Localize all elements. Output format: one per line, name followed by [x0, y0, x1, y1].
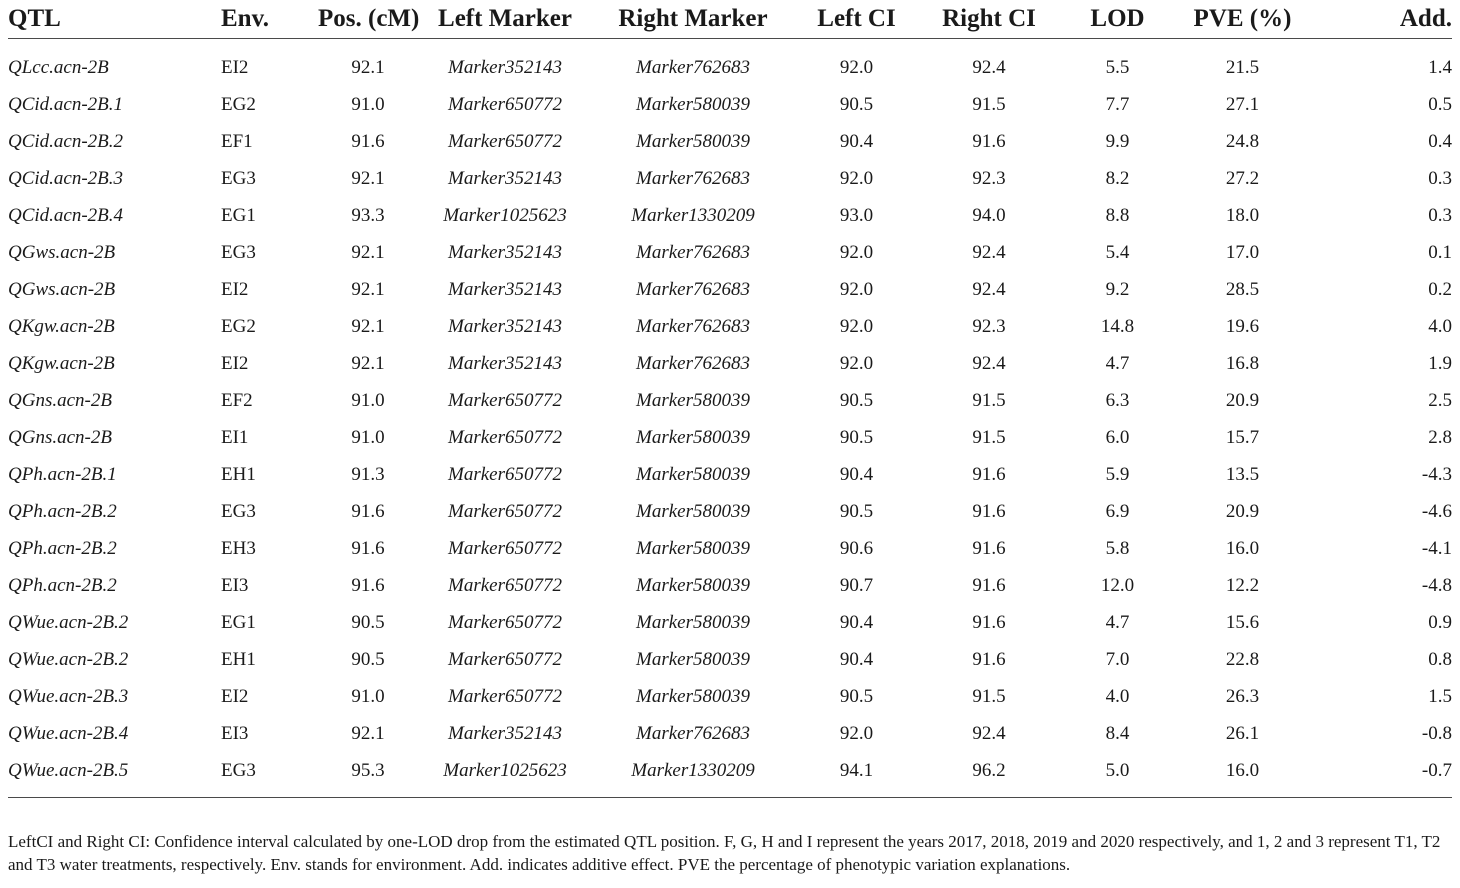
cell-right-marker: Marker762683 [636, 167, 750, 189]
cell-qtl: QGws.acn-2B [8, 278, 116, 300]
cell-right-ci: 92.4 [972, 722, 1006, 744]
cell-env: EI1 [221, 426, 249, 448]
cell-lod: 7.7 [1105, 93, 1130, 115]
cell-lod: 9.2 [1105, 278, 1130, 300]
cell-right-ci: 96.2 [972, 759, 1006, 781]
cell-left-marker: Marker352143 [448, 722, 562, 744]
table-row [8, 456, 1452, 493]
cell-pve: 16.0 [1225, 759, 1260, 781]
cell-left-marker: Marker1025623 [443, 759, 567, 781]
table-row [8, 271, 1452, 308]
cell-left-marker: Marker650772 [448, 93, 562, 115]
cell-lod: 14.8 [1100, 315, 1135, 337]
cell-add: 1.4 [1428, 56, 1452, 78]
cell-pos: 91.3 [351, 463, 385, 485]
cell-left-ci: 92.0 [839, 241, 874, 263]
cell-pve: 28.5 [1225, 278, 1260, 300]
cell-left-ci: 90.4 [839, 463, 874, 485]
table-row [8, 234, 1452, 271]
cell-pve: 19.6 [1225, 315, 1260, 337]
cell-right-marker: Marker1330209 [631, 759, 755, 781]
cell-right-ci: 91.6 [972, 500, 1006, 522]
cell-pos: 92.1 [351, 167, 385, 189]
cell-left-ci: 90.4 [839, 611, 874, 633]
cell-left-ci: 92.0 [839, 167, 874, 189]
cell-pos: 91.6 [351, 574, 385, 596]
header-lod: LOD [1090, 5, 1145, 32]
cell-right-ci: 91.6 [972, 130, 1006, 152]
cell-right-marker: Marker580039 [636, 93, 750, 115]
cell-qtl: QWue.acn-2B.2 [8, 648, 129, 670]
cell-add: 0.8 [1428, 648, 1452, 670]
cell-lod: 5.0 [1105, 759, 1130, 781]
cell-qtl: QCid.acn-2B.3 [8, 167, 124, 189]
cell-add: 0.1 [1428, 241, 1452, 263]
table-row [8, 39, 1452, 87]
cell-qtl: QWue.acn-2B.4 [8, 722, 129, 744]
header-left-ci: Left CI [817, 5, 896, 32]
cell-lod: 9.9 [1105, 130, 1130, 152]
cell-left-marker: Marker650772 [448, 537, 562, 559]
cell-qtl: QPh.acn-2B.2 [8, 500, 117, 522]
cell-add: -0.8 [1421, 722, 1452, 744]
cell-add: -4.6 [1421, 500, 1452, 522]
cell-add: -4.3 [1421, 463, 1452, 485]
header-qtl: QTL [8, 5, 61, 32]
cell-right-ci: 91.6 [972, 611, 1006, 633]
cell-lod: 8.4 [1105, 722, 1130, 744]
cell-left-ci: 92.0 [839, 278, 874, 300]
table-row [8, 752, 1452, 798]
cell-right-marker: Marker580039 [636, 463, 750, 485]
cell-left-marker: Marker650772 [448, 389, 562, 411]
cell-right-ci: 91.5 [972, 93, 1006, 115]
cell-env: EI2 [221, 352, 249, 374]
cell-right-marker: Marker580039 [636, 130, 750, 152]
header-row [8, 0, 1452, 39]
cell-pve: 21.5 [1225, 56, 1260, 78]
cell-pos: 91.6 [351, 537, 385, 559]
cell-qtl: QWue.acn-2B.5 [8, 759, 129, 781]
cell-lod: 4.7 [1105, 611, 1130, 633]
cell-add: 1.5 [1428, 685, 1452, 707]
cell-left-ci: 90.7 [839, 574, 874, 596]
table-row [8, 160, 1452, 197]
cell-pos: 91.0 [351, 685, 385, 707]
cell-env: EI3 [221, 574, 249, 596]
cell-pos: 91.0 [351, 93, 385, 115]
cell-right-ci: 91.6 [972, 574, 1006, 596]
cell-right-marker: Marker762683 [636, 315, 750, 337]
cell-right-marker: Marker762683 [636, 241, 750, 263]
cell-right-marker: Marker580039 [636, 426, 750, 448]
cell-env: EG1 [221, 204, 256, 226]
cell-left-ci: 90.5 [839, 389, 874, 411]
cell-add: 0.9 [1428, 611, 1452, 633]
cell-right-marker: Marker580039 [636, 537, 750, 559]
table-row [8, 86, 1452, 123]
cell-env: EG2 [221, 93, 256, 115]
cell-pos: 91.0 [351, 426, 385, 448]
cell-left-ci: 90.5 [839, 93, 874, 115]
cell-lod: 5.8 [1105, 537, 1130, 559]
cell-right-marker: Marker762683 [636, 56, 750, 78]
cell-lod: 6.0 [1105, 426, 1130, 448]
cell-qtl: QGns.acn-2B [8, 426, 112, 448]
cell-right-marker: Marker580039 [636, 611, 750, 633]
cell-lod: 5.4 [1105, 241, 1130, 263]
table-row [8, 308, 1452, 345]
cell-left-marker: Marker650772 [448, 574, 562, 596]
cell-pos: 95.3 [351, 759, 385, 781]
cell-env: EG3 [221, 759, 256, 781]
table-body [8, 39, 1452, 798]
cell-right-ci: 92.4 [972, 241, 1006, 263]
cell-pos: 91.6 [351, 130, 385, 152]
cell-lod: 8.8 [1105, 204, 1130, 226]
cell-pve: 27.2 [1225, 167, 1260, 189]
cell-pos: 92.1 [351, 56, 385, 78]
cell-right-ci: 92.4 [972, 352, 1006, 374]
cell-left-ci: 92.0 [839, 56, 874, 78]
cell-qtl: QLcc.acn-2B [8, 56, 109, 78]
table-row [8, 419, 1452, 456]
cell-left-ci: 92.0 [839, 722, 874, 744]
cell-env: EH1 [221, 648, 256, 670]
cell-pos: 92.1 [351, 278, 385, 300]
header-env: Env. [221, 5, 269, 32]
cell-left-marker: Marker650772 [448, 685, 562, 707]
cell-pve: 24.8 [1225, 130, 1260, 152]
cell-left-ci: 94.1 [839, 759, 874, 781]
cell-add: -4.1 [1421, 537, 1452, 559]
table-footnote: LeftCI and Right CI: Confidence interval calculated by one-LOD drop from the estimated QTL position. F, G, H and I represent the years 2017, 2018, 2019 and 2020 respectively, and 1, 2 and 3 represent T1, T2 and T3 water treatments, respectively. Env. stands for environment. Add. indicates additive effect. PVE the percentage of phenotypic variation explanations. [8, 832, 1441, 874]
header-left-marker: Left Marker [438, 5, 572, 32]
cell-left-marker: Marker650772 [448, 463, 562, 485]
cell-right-marker: Marker580039 [636, 500, 750, 522]
table-row [8, 493, 1452, 530]
cell-right-ci: 91.5 [972, 389, 1006, 411]
cell-add: 1.9 [1428, 352, 1452, 374]
cell-lod: 7.0 [1105, 648, 1130, 670]
table-header [8, 0, 1452, 39]
cell-pos: 90.5 [351, 611, 385, 633]
cell-add: -4.8 [1421, 574, 1452, 596]
table-row [8, 382, 1452, 419]
cell-env: EG3 [221, 167, 256, 189]
cell-lod: 4.7 [1105, 352, 1130, 374]
table-row [8, 345, 1452, 382]
cell-pos: 92.1 [351, 722, 385, 744]
cell-right-marker: Marker580039 [636, 389, 750, 411]
cell-left-marker: Marker352143 [448, 241, 562, 263]
cell-qtl: QPh.acn-2B.2 [8, 537, 117, 559]
cell-env: EI2 [221, 278, 249, 300]
cell-add: -0.7 [1421, 759, 1452, 781]
cell-pve: 18.0 [1225, 204, 1260, 226]
cell-left-marker: Marker352143 [448, 167, 562, 189]
table-row [8, 715, 1452, 752]
cell-right-marker: Marker580039 [636, 574, 750, 596]
cell-left-marker: Marker352143 [448, 352, 562, 374]
cell-left-marker: Marker352143 [448, 278, 562, 300]
cell-env: EF2 [221, 389, 253, 411]
cell-qtl: QWue.acn-2B.2 [8, 611, 129, 633]
cell-right-marker: Marker1330209 [631, 204, 755, 226]
cell-left-marker: Marker352143 [448, 56, 562, 78]
cell-pve: 12.2 [1225, 574, 1260, 596]
qtl-table-container [8, 0, 1452, 798]
cell-right-marker: Marker762683 [636, 352, 750, 374]
cell-pos: 91.6 [351, 500, 385, 522]
cell-env: EI2 [221, 56, 249, 78]
header-right-ci: Right CI [942, 5, 1036, 32]
cell-qtl: QPh.acn-2B.2 [8, 574, 117, 596]
table-row [8, 604, 1452, 641]
cell-right-ci: 92.3 [972, 167, 1006, 189]
cell-env: EI3 [221, 722, 249, 744]
cell-left-ci: 90.4 [839, 648, 874, 670]
cell-qtl: QKgw.acn-2B [8, 352, 115, 374]
cell-right-ci: 91.5 [972, 685, 1006, 707]
cell-right-ci: 92.3 [972, 315, 1006, 337]
cell-lod: 6.3 [1105, 389, 1130, 411]
cell-left-ci: 92.0 [839, 352, 874, 374]
cell-env: EG3 [221, 241, 256, 263]
cell-left-ci: 92.0 [839, 315, 874, 337]
cell-qtl: QKgw.acn-2B [8, 315, 115, 337]
cell-lod: 5.5 [1105, 56, 1130, 78]
cell-add: 0.4 [1428, 130, 1452, 152]
cell-right-ci: 91.6 [972, 648, 1006, 670]
cell-lod: 5.9 [1105, 463, 1130, 485]
cell-left-marker: Marker650772 [448, 611, 562, 633]
cell-pve: 26.1 [1225, 722, 1260, 744]
cell-pve: 16.8 [1225, 352, 1260, 374]
cell-qtl: QCid.acn-2B.2 [8, 130, 124, 152]
cell-pve: 27.1 [1225, 93, 1260, 115]
cell-left-marker: Marker650772 [448, 426, 562, 448]
cell-left-marker: Marker352143 [448, 315, 562, 337]
cell-lod: 6.9 [1105, 500, 1130, 522]
cell-lod: 4.0 [1105, 685, 1130, 707]
cell-pos: 92.1 [351, 315, 385, 337]
cell-env: EH1 [221, 463, 256, 485]
cell-pve: 17.0 [1225, 241, 1260, 263]
cell-qtl: QWue.acn-2B.3 [8, 685, 129, 707]
cell-left-ci: 90.5 [839, 426, 874, 448]
cell-env: EG3 [221, 500, 256, 522]
cell-qtl: QCid.acn-2B.1 [8, 93, 124, 115]
cell-env: EG1 [221, 611, 256, 633]
table-row [8, 197, 1452, 234]
cell-qtl: QGns.acn-2B [8, 389, 112, 411]
cell-left-marker: Marker650772 [448, 648, 562, 670]
table-row [8, 567, 1452, 604]
cell-qtl: QPh.acn-2B.1 [8, 463, 117, 485]
cell-pve: 16.0 [1225, 537, 1260, 559]
table-row [8, 123, 1452, 160]
cell-add: 0.5 [1428, 93, 1452, 115]
cell-lod: 12.0 [1100, 574, 1135, 596]
cell-pve: 22.8 [1225, 648, 1260, 670]
cell-env: EG2 [221, 315, 256, 337]
cell-add: 2.8 [1428, 426, 1452, 448]
cell-pos: 91.0 [351, 389, 385, 411]
cell-right-ci: 91.5 [972, 426, 1006, 448]
cell-pos: 90.5 [351, 648, 385, 670]
cell-right-ci: 91.6 [972, 463, 1006, 485]
cell-env: EF1 [221, 130, 253, 152]
table-row [8, 530, 1452, 567]
cell-right-ci: 94.0 [972, 204, 1006, 226]
cell-left-marker: Marker650772 [448, 130, 562, 152]
cell-env: EI2 [221, 685, 249, 707]
cell-lod: 8.2 [1105, 167, 1130, 189]
cell-add: 4.0 [1428, 315, 1452, 337]
cell-add: 0.2 [1428, 278, 1452, 300]
cell-pos: 92.1 [351, 241, 385, 263]
cell-pve: 20.9 [1225, 389, 1260, 411]
cell-left-ci: 90.4 [839, 130, 874, 152]
cell-right-ci: 91.6 [972, 537, 1006, 559]
cell-env: EH3 [221, 537, 256, 559]
header-pve: PVE (%) [1193, 5, 1292, 32]
header-right-marker: Right Marker [618, 5, 768, 32]
cell-pos: 92.1 [351, 352, 385, 374]
cell-qtl: QGws.acn-2B [8, 241, 116, 263]
header-pos: Pos. (cM) [318, 5, 420, 32]
cell-pve: 26.3 [1225, 685, 1260, 707]
header-add: Add. [1399, 5, 1452, 32]
cell-left-marker: Marker650772 [448, 500, 562, 522]
cell-pve: 15.7 [1225, 426, 1260, 448]
table-row [8, 678, 1452, 715]
cell-pve: 13.5 [1225, 463, 1260, 485]
cell-pve: 20.9 [1225, 500, 1260, 522]
cell-right-marker: Marker580039 [636, 648, 750, 670]
cell-pve: 15.6 [1225, 611, 1260, 633]
cell-right-marker: Marker580039 [636, 685, 750, 707]
cell-qtl: QCid.acn-2B.4 [8, 204, 124, 226]
cell-right-ci: 92.4 [972, 278, 1006, 300]
table-row [8, 641, 1452, 678]
cell-right-marker: Marker762683 [636, 722, 750, 744]
cell-add: 0.3 [1428, 204, 1452, 226]
qtl-table [8, 0, 1452, 798]
cell-pos: 93.3 [351, 204, 385, 226]
cell-left-ci: 90.5 [839, 500, 874, 522]
cell-add: 0.3 [1428, 167, 1452, 189]
cell-add: 2.5 [1428, 389, 1452, 411]
cell-right-ci: 92.4 [972, 56, 1006, 78]
cell-right-marker: Marker762683 [636, 278, 750, 300]
cell-left-ci: 93.0 [839, 204, 874, 226]
cell-left-ci: 90.5 [839, 685, 874, 707]
cell-left-marker: Marker1025623 [443, 204, 567, 226]
cell-left-ci: 90.6 [839, 537, 874, 559]
